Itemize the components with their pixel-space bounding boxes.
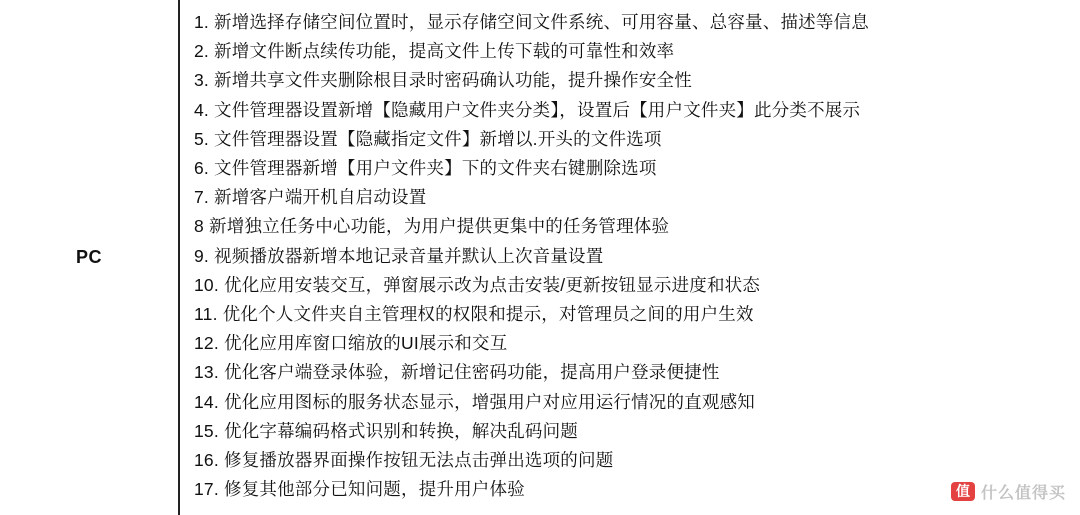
list-item: 7. 新增客户端开机自启动设置 <box>194 187 427 208</box>
list-item: 10. 优化应用安装交互，弹窗展示改为点击安装/更新按钮显示进度和状态 <box>194 274 761 295</box>
list-item: 9. 视频播放器新增本地记录音量并默认上次音量设置 <box>194 245 604 266</box>
table-row-label-cell <box>0 0 180 515</box>
watermark-badge-icon: 值 <box>951 482 975 501</box>
platform-label: PC <box>75 247 102 267</box>
list-item: 3. 新增共享文件夹删除根目录时密码确认功能，提升操作安全性 <box>194 70 692 91</box>
watermark <box>951 480 1066 503</box>
list-item: 12. 优化应用库窗口缩放的UI展示和交互 <box>194 333 508 354</box>
list-item: 15. 优化字幕编码格式识别和转换，解决乱码问题 <box>194 420 578 441</box>
list-item: 8 新增独立任务中心功能，为用户提供更集中的任务管理体验 <box>194 216 670 237</box>
list-item: 16. 修复播放器界面操作按钮无法点击弹出选项的问题 <box>194 450 614 471</box>
list-item: 2. 新增文件断点续传功能，提高文件上传下载的可靠性和效率 <box>194 41 675 62</box>
list-item: 13. 优化客户端登录体验，新增记住密码功能，提高用户登录便捷性 <box>194 362 720 383</box>
list-item: 17. 修复其他部分已知问题，提升用户体验 <box>194 479 525 500</box>
list-item: 5. 文件管理器设置【隐藏指定文件】新增以.开头的文件选项 <box>194 128 662 149</box>
list-item: 14. 优化应用图标的服务状态显示，增强用户对应用运行情况的直观感知 <box>194 391 755 412</box>
list-item: 1. 新增选择存储空间位置时，显示存储空间文件系统、可用容量、总容量、描述等信息 <box>194 12 869 32</box>
list-item: 11. 优化个人文件夹自主管理权的权限和提示，对管理员之间的用户生效 <box>194 304 754 325</box>
list-item: 4. 文件管理器设置新增【隐藏用户文件夹分类】，设置后【用户文件夹】此分类不展示 <box>194 99 861 120</box>
list-item: 6. 文件管理器新增【用户文件夹】下的文件夹右键删除选项 <box>194 158 657 179</box>
changelog-list <box>180 0 1080 515</box>
watermark-text: 什么值得买 <box>980 485 1066 502</box>
